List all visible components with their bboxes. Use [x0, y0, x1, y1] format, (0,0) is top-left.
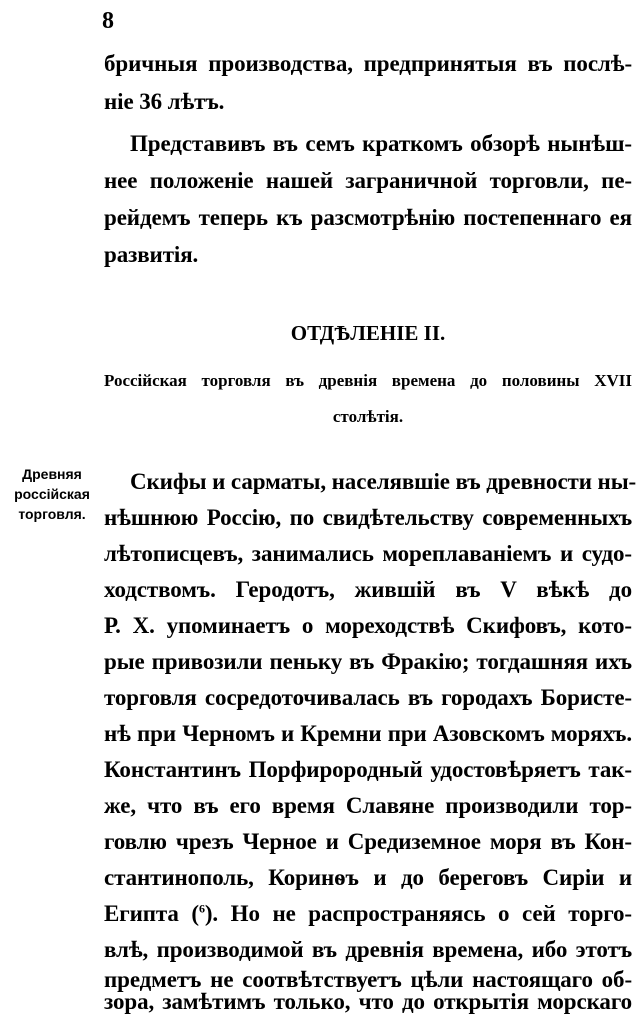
- text-line: Константинъ Порфирородный удостовѣряетъ так-: [104, 757, 632, 782]
- text-line: говлю чрезъ Черное и Средиземное моря въ Кон-: [104, 829, 632, 854]
- margin-note-line: Древняя: [22, 466, 82, 482]
- text-fragment: Египта (: [104, 901, 199, 926]
- text-line: рые привозили пеньку въ Фракію; тогдашняя ихъ: [104, 649, 632, 674]
- text-line: Р. Х. упоминаетъ о мореходствѣ Скифовъ, кото-: [104, 613, 632, 638]
- section-subtitle: Россійская торговля въ древнія времена до половины XVII: [104, 371, 632, 390]
- text-line: нѣ при Черномъ и Кремни при Азовскомъ моряхъ.: [104, 721, 632, 746]
- text-line: предметъ не соотвѣтствуетъ цѣли настоящаго об-: [104, 967, 632, 992]
- text-line: развитія.: [104, 242, 199, 267]
- text-fragment: ). Но не распространяясь о сей торго-: [204, 901, 632, 926]
- text-line: стантинополь, Коринѳъ и до береговъ Сиріи и: [104, 865, 632, 890]
- text-line: рейдемъ теперь къ разсмотрѣнію постепеннаго ея: [104, 205, 632, 230]
- section-heading: ОТДѢЛЕНІЕ II.: [290, 321, 446, 345]
- text-line: ніе 36 лѣтъ.: [104, 89, 225, 114]
- margin-note-line: россійская: [14, 486, 90, 502]
- text-line: бричныя производства, предпринятыя въ послѣ-: [104, 51, 632, 76]
- text-line: [104, 896, 632, 932]
- text-line: влѣ, производимой въ древнія времена, ибо этотъ: [104, 937, 632, 962]
- footnote-marker: 6: [198, 901, 205, 916]
- section-subtitle-continuation: столѣтія.: [332, 407, 404, 426]
- text-line: Скифы и сарматы, населявшіе въ древности ны-: [130, 469, 637, 494]
- text-line: зора, замѣтимъ только, что до открытія морскаго: [104, 989, 632, 1014]
- page-number: 8: [102, 8, 114, 34]
- text-line: Представивъ въ семъ краткомъ обзорѣ нынѣш-: [130, 131, 632, 156]
- margin-note-line: торговля.: [18, 506, 86, 522]
- text-line: торговля сосредоточивалась въ городахъ Бористе-: [104, 685, 632, 710]
- text-line: ходствомъ. Геродотъ, жившій въ V вѣкѣ до: [104, 577, 632, 602]
- text-line: же, что въ его время Славяне производили тор-: [104, 793, 632, 818]
- text-line: нѣшнюю Россію, по свидѣтельству современныхъ: [104, 505, 632, 530]
- text-line: нее положеніе нашей заграничной торговли, пе-: [104, 168, 632, 193]
- margin-note: [8, 464, 96, 524]
- text-line: лѣтописцевъ, занимались мореплаваніемъ и судо-: [104, 541, 632, 566]
